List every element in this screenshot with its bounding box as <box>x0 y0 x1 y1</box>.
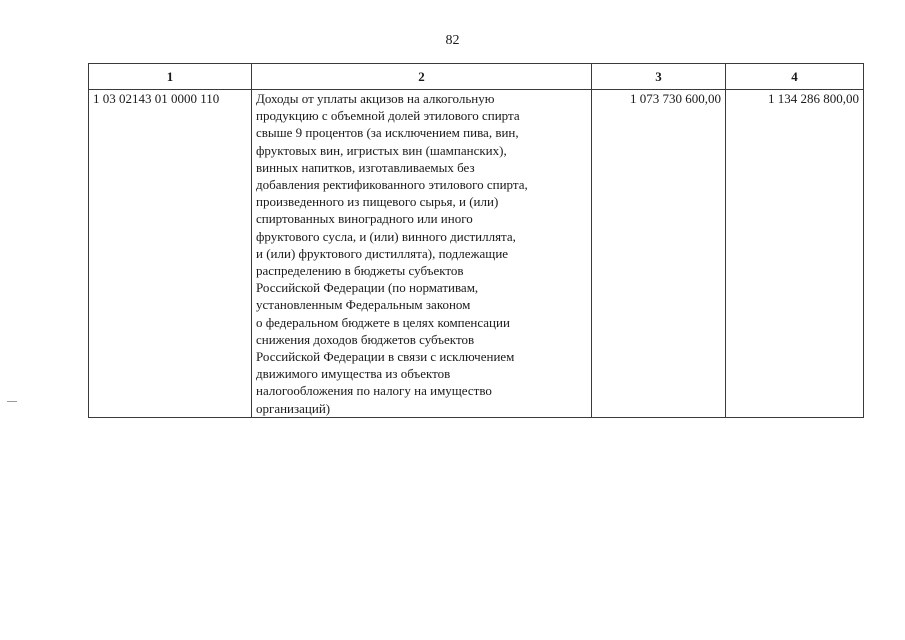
description-line: о федеральном бюджете в целях компенсации <box>256 314 510 330</box>
table-header-row <box>89 64 864 90</box>
description-line: и (или) фруктового дистиллята), подлежащие <box>256 245 509 261</box>
description-line: свыше 9 процентов (за исключением пива, вин, <box>256 125 519 141</box>
description-line: организаций) <box>256 400 331 416</box>
column-header-2: 2 <box>252 64 592 90</box>
description-line: продукцию с объемной долей этилового спирта <box>256 108 520 124</box>
column-header-1: 1 <box>89 64 252 90</box>
column-header-3: 3 <box>592 64 726 90</box>
description-line: фруктового сусла, и (или) винного дистиллята, <box>256 228 516 244</box>
amount-col4-cell: 1 134 286 800,00 <box>726 90 864 418</box>
description-line: налогообложения по налогу на имущество <box>256 383 492 399</box>
page-number: 82 <box>445 33 460 48</box>
description-line: фруктовых вин, игристых вин (шампанских), <box>256 142 507 158</box>
budget-table <box>88 63 864 418</box>
amount-col3-cell: 1 073 730 600,00 <box>592 90 726 418</box>
description-line: Российской Федерации (по нормативам, <box>256 280 479 296</box>
description-line: произведенного из пищевого сырья, и (или) <box>256 194 499 210</box>
table-row <box>89 90 864 418</box>
scan-margin-mark <box>7 401 17 402</box>
description-line: снижения доходов бюджетов субъектов <box>256 331 475 347</box>
description-line: распределению в бюджеты субъектов <box>256 263 464 279</box>
description-line: Доходы от уплаты акцизов на алкогольную <box>256 91 495 106</box>
description-line: спиртованных виноградного или иного <box>256 211 473 227</box>
description-cell <box>252 90 592 418</box>
column-header-4: 4 <box>726 64 864 90</box>
description-line: добавления ректификованного этилового спирта, <box>256 177 528 193</box>
description-line: движимого имущества из объектов <box>256 366 451 382</box>
budget-code-cell: 1 03 02143 01 0000 110 <box>89 90 252 418</box>
description-line: установленным Федеральным законом <box>256 297 471 313</box>
description-line: Российской Федерации в связи с исключением <box>256 349 515 365</box>
description-line: винных напитков, изготавливаемых без <box>256 159 475 175</box>
